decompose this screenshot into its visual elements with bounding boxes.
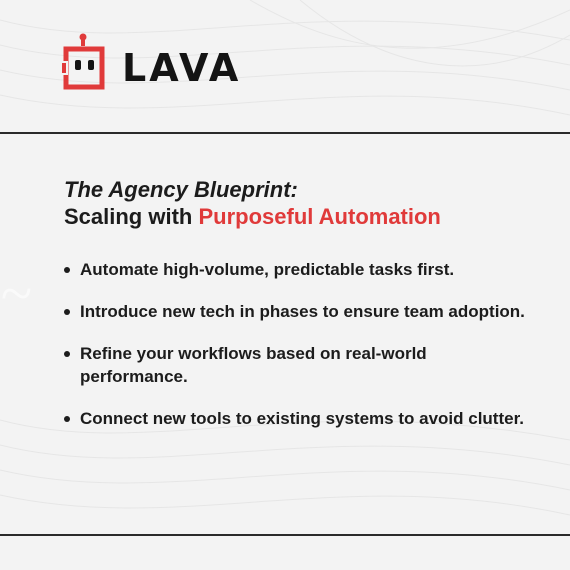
- bullet-icon: [64, 416, 70, 422]
- bullet-text: Automate high-volume, predictable tasks first.: [80, 260, 455, 279]
- bullet-icon: [64, 309, 70, 315]
- page-title: [64, 176, 534, 230]
- list-item: [64, 258, 534, 281]
- header: [0, 0, 570, 134]
- bullet-text: Connect new tools to existing systems to avoid clutter.: [80, 409, 524, 428]
- list-item: [64, 342, 534, 388]
- brand-logo[interactable]: [62, 33, 241, 93]
- list-item: [64, 300, 534, 323]
- bullet-icon: [64, 267, 70, 273]
- bottom-divider: [0, 534, 570, 536]
- brand-name: LAVA: [122, 46, 242, 90]
- top-divider: [0, 132, 570, 134]
- list-item: [64, 407, 534, 430]
- title-line-1: The Agency Blueprint:: [64, 177, 298, 202]
- title-line-2: [64, 203, 534, 230]
- bullet-text: Refine your workflows based on real-world performance.: [80, 344, 427, 386]
- bullet-icon: [64, 351, 70, 357]
- bullet-text: Introduce new tech in phases to ensure team adoption.: [80, 302, 525, 321]
- watermark-decoration: ~: [0, 261, 32, 326]
- robot-icon: [62, 33, 110, 93]
- title-accent: Purposeful Automation: [198, 204, 441, 229]
- title-prefix: Scaling with: [64, 204, 199, 229]
- bullet-list: [64, 258, 534, 430]
- main-content: [64, 176, 534, 449]
